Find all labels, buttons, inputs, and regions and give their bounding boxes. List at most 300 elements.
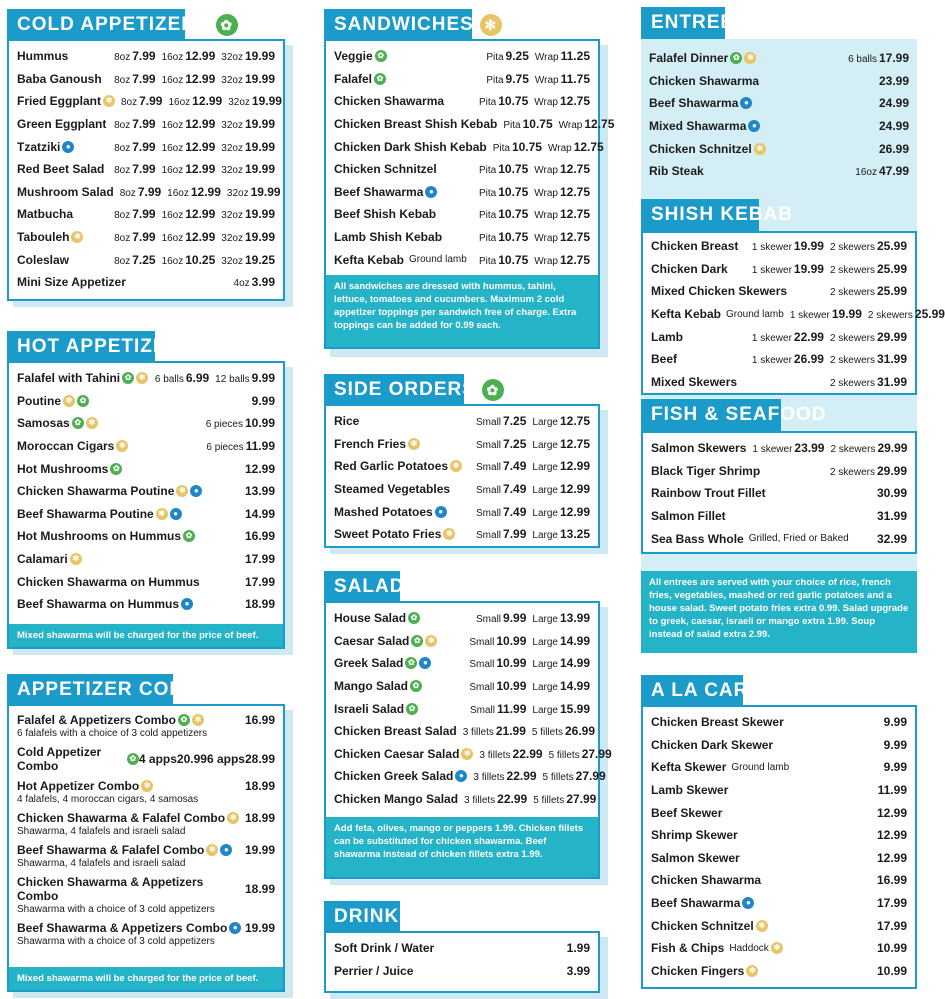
gluten-free-wheat-icon: ✻ <box>771 942 783 954</box>
combo-item <box>17 872 275 918</box>
menu-item <box>334 68 590 91</box>
section-title: SANDWICHES <box>334 14 474 35</box>
price-option <box>139 752 207 766</box>
dairy-drop-icon: ● <box>181 598 193 610</box>
item-name-wrap <box>17 49 108 63</box>
section-header <box>324 901 413 933</box>
vegan-leaf-icon: ✿ <box>411 635 423 647</box>
price-unit: Small <box>469 659 495 671</box>
item-name-wrap <box>334 611 470 625</box>
dairy-drop-icon: ● <box>170 508 182 520</box>
price-unit: 1 skewer <box>751 355 792 367</box>
price-value: 10.25 <box>185 252 216 267</box>
price-value: 3.99 <box>251 275 275 290</box>
item-name-wrap <box>17 230 108 244</box>
dairy-drop-icon: ● <box>220 844 232 856</box>
combo-item <box>17 808 275 840</box>
item-name-wrap <box>651 375 824 389</box>
dairy-drop-icon: ● <box>229 922 241 934</box>
price-value: 12.99 <box>559 482 590 497</box>
menu-item <box>17 593 275 616</box>
price-option <box>877 486 907 500</box>
price-unit: 8oz <box>114 120 131 132</box>
price-option <box>221 140 275 154</box>
menu-item <box>334 203 590 226</box>
price-option <box>790 307 862 321</box>
price-value: 29.99 <box>877 441 908 456</box>
item-description: Shawarma with a choice of 3 cold appetizers <box>17 904 215 915</box>
item-name-wrap <box>334 941 561 955</box>
price-option <box>476 527 526 541</box>
price-unit: 6 balls <box>154 374 184 386</box>
menu-item <box>651 482 907 505</box>
price-value: 27.99 <box>581 746 612 761</box>
price-value: 17.99 <box>244 574 275 589</box>
menu-item <box>334 181 590 204</box>
item-name-wrap <box>651 919 871 933</box>
price-value: 20.99 <box>176 752 207 766</box>
price-value: 10.99 <box>244 416 275 431</box>
price-unit: Small <box>476 485 502 497</box>
price-value: 11.99 <box>877 783 907 798</box>
price-option <box>221 162 275 176</box>
item-name-wrap <box>17 462 239 476</box>
item-name: Tabouleh <box>17 230 70 245</box>
price-option <box>476 505 526 519</box>
price-option <box>476 459 526 473</box>
price-value: 7.99 <box>139 94 163 109</box>
price-option <box>469 634 526 648</box>
price-value: 23.99 <box>794 441 825 456</box>
price-unit: Pita <box>478 210 497 222</box>
item-name-wrap <box>651 896 871 910</box>
menu-item <box>17 480 275 503</box>
item-name-wrap <box>651 330 746 344</box>
price-option <box>469 656 526 670</box>
item-name: Red Beet Salad <box>17 162 105 177</box>
price-value: 19.99 <box>244 49 275 64</box>
item-name-wrap <box>651 760 878 774</box>
price-value: 22.99 <box>793 329 824 344</box>
price-value: 31.99 <box>876 352 907 367</box>
vegan-leaf-icon: ✿ <box>410 680 422 692</box>
menu-item <box>334 135 604 158</box>
price-value: 9.99 <box>883 760 907 775</box>
price-value: 31.99 <box>876 509 907 524</box>
item-name-wrap <box>651 851 871 865</box>
gluten-free-wheat-icon: ✻ <box>425 635 437 647</box>
price-value: 12.75 <box>559 94 590 109</box>
price-unit: 3 fillets <box>479 749 511 761</box>
item-name-wrap <box>649 74 873 88</box>
price-unit: 8oz <box>114 255 131 267</box>
price-value: 29.99 <box>876 329 907 344</box>
price-value: 11.99 <box>245 439 275 454</box>
price-value: 12.75 <box>584 117 615 132</box>
item-name: Salmon Skewer <box>651 850 740 865</box>
menu-item <box>651 258 907 281</box>
gluten-free-wheat-icon: ✻ <box>136 372 148 384</box>
menu-item <box>649 92 909 115</box>
menu-item <box>651 280 907 303</box>
price-value: 23.99 <box>878 73 909 88</box>
section-note: All entrees are served with your choice of rice, french fries, vegetables, mashed or red garlic potatoes and a house salad. Sweet potato fries extra 0.99. Salad upgrade to greek, caesar, israeli or mango extra 1.99. Soup instead of salad extra 2.99. <box>641 571 917 653</box>
price-option <box>535 49 590 63</box>
price-value: 12.99 <box>185 71 216 86</box>
price-unit: Small <box>476 507 502 519</box>
item-name-wrap <box>651 532 871 546</box>
menu-item <box>334 675 590 698</box>
menu-item <box>334 607 590 630</box>
price-value: 12.99 <box>876 805 907 820</box>
price-value: 19.99 <box>250 184 281 199</box>
item-name: Chicken Breast Salad <box>334 724 457 739</box>
price-option <box>877 532 907 546</box>
item-name: Mixed Chicken Skewers <box>651 284 788 299</box>
price-option <box>221 117 275 131</box>
price-unit: 32oz <box>221 233 243 245</box>
a-la-carte-section <box>641 680 917 989</box>
section-title: ENTREES <box>651 12 748 33</box>
menu-item <box>334 158 590 181</box>
menu-item <box>334 788 597 811</box>
price-unit: 1 skewer <box>752 444 793 456</box>
item-name-wrap <box>649 142 873 156</box>
item-name: Sweet Potato Fries <box>334 527 442 542</box>
menu-item <box>651 734 907 757</box>
price-value: 7.99 <box>132 230 156 245</box>
price-value: 25.99 <box>914 307 945 322</box>
price-option <box>879 96 909 110</box>
price-unit: Small <box>469 682 495 694</box>
menu-item <box>334 45 590 68</box>
item-name: French Fries <box>334 436 407 451</box>
price-value: 12.75 <box>559 414 590 429</box>
menu-item <box>334 410 590 433</box>
price-option <box>532 679 590 693</box>
price-option <box>221 253 275 267</box>
item-name-wrap <box>334 702 464 716</box>
price-unit: Large <box>532 704 558 716</box>
price-value: 9.25 <box>505 49 529 64</box>
item-name-wrap <box>17 117 108 131</box>
price-value: 17.99 <box>878 51 909 66</box>
gluten-free-wheat-icon: ✻ <box>192 714 204 726</box>
item-note: Ground lamb <box>726 308 784 320</box>
item-name-wrap <box>651 239 746 253</box>
price-unit: 5 fillets <box>533 795 565 807</box>
item-name-wrap <box>651 941 871 955</box>
price-unit: 16oz <box>161 52 184 64</box>
price-option <box>878 783 907 797</box>
price-value: 14.99 <box>559 633 590 648</box>
price-option <box>877 896 907 910</box>
price-unit: Wrap <box>534 233 558 245</box>
price-unit: 16oz <box>161 233 184 245</box>
price-option <box>463 724 526 738</box>
price-option <box>534 230 590 244</box>
price-option <box>221 72 275 86</box>
price-option <box>877 828 907 842</box>
price-option <box>830 375 907 389</box>
gluten-free-wheat-icon: ✻ <box>480 14 502 36</box>
section-header <box>7 331 195 363</box>
price-option <box>469 679 526 693</box>
price-option <box>476 437 526 451</box>
item-name: Israeli Salad <box>334 701 405 716</box>
vegan-leaf-icon: ✿ <box>77 395 89 407</box>
item-description: 4 falafels, 4 moroccan cigars, 4 samosas <box>17 794 199 805</box>
price-unit: 16oz <box>161 165 184 177</box>
item-name-wrap <box>334 505 470 519</box>
menu-item <box>17 158 275 181</box>
price-option <box>162 49 216 63</box>
price-option <box>567 964 590 978</box>
price-option <box>245 811 275 825</box>
item-name-wrap <box>17 507 239 521</box>
price-value: 10.75 <box>498 252 529 267</box>
price-option <box>245 507 275 521</box>
price-value: 14.99 <box>559 679 590 694</box>
appetizer-combos-section <box>7 679 285 992</box>
price-unit: Large <box>532 530 558 542</box>
price-value: 14.99 <box>559 656 590 671</box>
item-name-wrap <box>334 679 463 693</box>
price-value: 16.99 <box>244 713 275 727</box>
menu-item <box>17 203 275 226</box>
item-description: Shawarma, 4 falafels and israeli salad <box>17 858 186 869</box>
section-title: SIDE ORDERS <box>334 379 476 400</box>
menu-item <box>651 960 907 983</box>
price-unit: Large <box>532 659 558 671</box>
price-unit: 1 skewer <box>751 264 792 276</box>
price-unit: 32oz <box>221 120 243 132</box>
item-name-wrap <box>17 94 115 108</box>
item-name-wrap <box>17 484 239 498</box>
vegan-leaf-icon: ✿ <box>406 703 418 715</box>
item-name: Matbucha <box>17 207 74 222</box>
gluten-free-wheat-icon: ✻ <box>450 460 462 472</box>
price-unit: Wrap <box>534 165 558 177</box>
vegan-leaf-icon: ✿ <box>405 657 417 669</box>
price-value: 12.99 <box>185 139 216 154</box>
section-header <box>324 9 498 41</box>
vegan-leaf-icon: ✿ <box>375 50 387 62</box>
price-value: 12.75 <box>573 139 604 154</box>
menu-item <box>17 435 275 458</box>
menu-item <box>651 325 907 348</box>
price-unit: Small <box>476 530 502 542</box>
price-option <box>206 439 275 453</box>
price-option <box>234 275 275 289</box>
price-option <box>877 919 907 933</box>
item-name: Chicken Shawarma & Falafel Combo <box>17 811 226 825</box>
price-option <box>533 792 596 806</box>
item-name: Beef Shawarma & Appetizers Combo <box>17 921 228 935</box>
price-value: 25.99 <box>876 261 907 276</box>
price-option <box>534 185 590 199</box>
price-unit: 8oz <box>119 187 136 199</box>
item-name: Mushroom Salad <box>17 184 114 199</box>
item-name: Salmon Skewers <box>651 441 747 456</box>
price-value: 7.99 <box>132 162 156 177</box>
menu-item <box>334 937 590 960</box>
item-name-wrap <box>334 724 457 738</box>
price-option <box>532 482 590 496</box>
item-name-wrap <box>334 964 561 978</box>
price-option <box>830 441 907 455</box>
price-value: 25.99 <box>876 239 907 254</box>
item-name: Mixed Skewers <box>651 374 738 389</box>
price-option <box>114 230 155 244</box>
price-option <box>877 964 907 978</box>
price-option <box>114 49 155 63</box>
menu-item <box>651 235 907 258</box>
item-name-wrap <box>651 738 878 752</box>
item-name-wrap <box>651 352 746 366</box>
price-value: 30.99 <box>876 486 907 501</box>
price-unit: Large <box>532 485 558 497</box>
price-option <box>486 49 529 63</box>
price-value: 12.75 <box>559 162 590 177</box>
price-unit: Pita <box>486 74 504 86</box>
item-name: Mixed Shawarma <box>649 119 747 134</box>
price-option <box>162 72 216 86</box>
menu-item <box>17 525 275 548</box>
vegan-leaf-icon: ✿ <box>178 714 190 726</box>
price-value: 19.99 <box>244 71 275 86</box>
side-orders-section <box>324 379 600 548</box>
section-title: SALADS <box>334 576 419 597</box>
hot-appetizers-section <box>7 336 285 649</box>
price-option <box>830 284 907 298</box>
item-name: Falafel & Appetizers Combo <box>17 713 176 727</box>
price-option <box>114 253 155 267</box>
price-unit: Small <box>476 439 502 451</box>
item-name: Lamb <box>651 329 684 344</box>
price-option <box>752 352 824 366</box>
item-name: Perrier / Juice <box>334 963 414 978</box>
menu-item <box>651 779 907 802</box>
price-option <box>470 702 526 716</box>
price-option <box>162 117 216 131</box>
price-value: 12.99 <box>185 207 216 222</box>
item-name: Chicken Breast <box>651 239 739 254</box>
item-name: Beef Shawarma <box>334 184 424 199</box>
price-option <box>476 414 526 428</box>
item-name-wrap <box>334 230 473 244</box>
item-name: Kefta Kebab <box>651 307 722 322</box>
price-option <box>464 792 527 806</box>
item-name-wrap <box>651 486 871 500</box>
item-name-wrap <box>651 262 746 276</box>
price-value: 11.75 <box>560 71 590 86</box>
item-name: Hot Mushrooms on Hummus <box>17 529 181 544</box>
item-name: Poutine <box>17 393 61 408</box>
item-name: Cold Appetizer Combo <box>17 745 102 773</box>
price-value: 28.99 <box>244 752 275 766</box>
price-option <box>221 230 275 244</box>
price-value: 12.99 <box>244 461 275 476</box>
item-name: Shrimp Skewer <box>651 828 738 843</box>
price-option <box>752 441 824 455</box>
price-value: 12.99 <box>876 850 907 865</box>
price-unit: 16oz <box>161 142 184 154</box>
price-option <box>877 509 907 523</box>
item-name-wrap <box>649 51 842 65</box>
price-value: 10.99 <box>876 941 907 956</box>
item-name: Beef Shish Kebab <box>334 207 437 222</box>
item-name-wrap <box>334 207 473 221</box>
item-name: Rainbow Trout Fillet <box>651 486 766 501</box>
gluten-free-wheat-icon: ✻ <box>63 395 75 407</box>
item-name: Chicken Shawarma Poutine <box>17 484 175 499</box>
item-name: Hot Appetizer Combo <box>17 779 140 793</box>
menu-item <box>17 457 275 480</box>
item-name: Chicken Greek Salad <box>334 769 454 784</box>
item-name: Beef Shawarma & Falafel Combo <box>17 843 205 857</box>
vegan-leaf-icon: ✿ <box>216 14 238 36</box>
menu-item <box>334 720 596 743</box>
price-option <box>868 307 945 321</box>
item-name: Sea Bass Whole <box>651 531 744 546</box>
dairy-drop-icon: ● <box>425 186 437 198</box>
price-value: 47.99 <box>878 164 909 179</box>
combo-item <box>17 776 275 808</box>
price-unit: 8oz <box>114 52 131 64</box>
item-name: Hot Mushrooms <box>17 461 109 476</box>
price-option <box>245 882 275 896</box>
price-unit: 2 skewers <box>829 332 875 344</box>
dairy-drop-icon: ● <box>455 770 467 782</box>
item-name-wrap <box>17 140 108 154</box>
price-unit: 6 balls <box>848 54 877 66</box>
price-option <box>534 162 590 176</box>
item-name-wrap <box>651 509 871 523</box>
price-unit: Pita <box>478 233 497 245</box>
item-name-wrap <box>334 792 458 806</box>
menu-item <box>651 371 907 394</box>
price-value: 17.99 <box>244 552 275 567</box>
gluten-free-wheat-icon: ✻ <box>116 440 128 452</box>
price-option <box>543 769 606 783</box>
item-name-wrap <box>651 307 784 321</box>
price-unit: 8oz <box>121 97 138 109</box>
price-option <box>830 352 907 366</box>
price-value: 26.99 <box>793 352 824 367</box>
price-unit: 16oz <box>161 74 184 86</box>
price-option <box>493 140 542 154</box>
price-unit: Large <box>532 614 558 626</box>
price-unit: 32oz <box>221 52 243 64</box>
price-value: 27.99 <box>566 792 597 807</box>
dairy-drop-icon: ● <box>190 485 202 497</box>
price-value: 17.99 <box>876 918 907 933</box>
price-option <box>227 185 281 199</box>
menu-item <box>649 160 909 183</box>
price-value: 19.25 <box>244 252 275 267</box>
item-name: Falafel Dinner <box>649 51 729 66</box>
price-value: 26.99 <box>878 141 909 156</box>
price-option <box>155 371 209 385</box>
price-option <box>245 575 275 589</box>
price-option <box>848 51 909 65</box>
price-unit: 2 skewers <box>830 444 876 456</box>
menu-item <box>334 500 590 523</box>
gluten-free-wheat-icon: ✻ <box>141 780 153 792</box>
price-unit: 16oz <box>167 187 189 199</box>
price-value: 9.99 <box>251 393 275 408</box>
